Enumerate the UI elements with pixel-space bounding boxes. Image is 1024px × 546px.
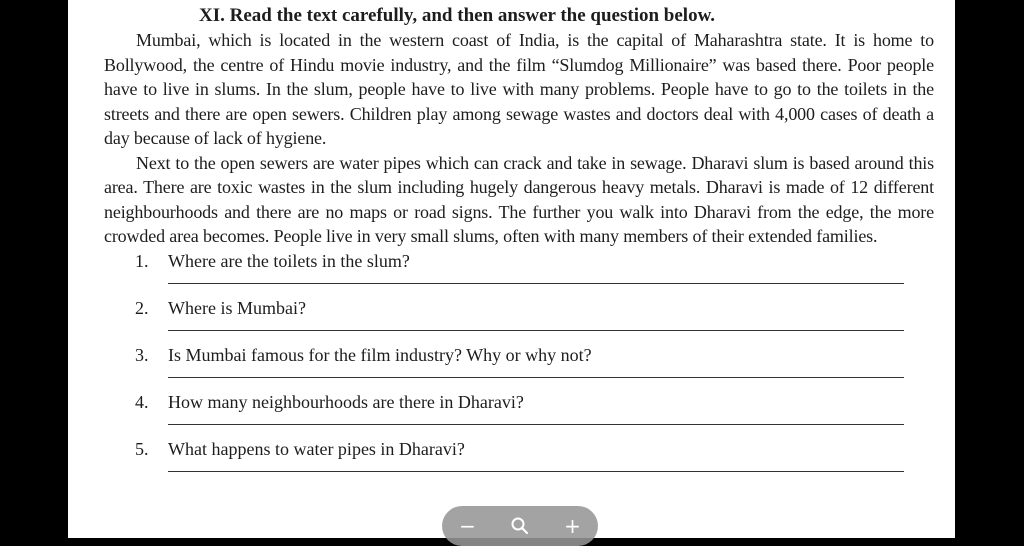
- question-text: Where is Mumbai?: [168, 297, 306, 318]
- answer-line: [168, 283, 904, 284]
- question-number: 5.: [135, 438, 149, 459]
- question-number: 2.: [135, 297, 149, 318]
- answer-line: [168, 330, 904, 331]
- question-item: [104, 249, 934, 296]
- question-number: 4.: [135, 391, 149, 412]
- zoom-controls: [442, 506, 598, 546]
- question-list: [104, 249, 934, 484]
- question-text: Where are the toilets in the slum?: [168, 250, 410, 271]
- answer-line: [168, 377, 904, 378]
- paragraph-2: Next to the open sewers are water pipes which can crack and take in sewage. Dharavi slum is based around this area. There are toxic wastes in the slum including hugely dangerous heavy metals. Dharavi is made of 12 different neighbourhoods and there are no maps or road signs. The further you walk into Dharavi from the edge, the more crowded area becomes. People live in very small slums, often with many members of their extended families.: [104, 152, 934, 246]
- question-text: How many neighbourhoods are there in Dharavi?: [168, 391, 524, 412]
- question-item: [104, 296, 934, 343]
- exercise-heading: XI. Read the text carefully, and then answer the question below.: [199, 5, 716, 26]
- question-number: 1.: [135, 250, 149, 271]
- question-number: 3.: [135, 344, 149, 365]
- paragraph-1: Mumbai, which is located in the western coast of India, is the capital of Maharashtra state. It is home to Bollywood, the centre of Hindu movie industry, and the film “Slumdog Millionaire” was based there. Poor people have to live in slums. In the slum, people have to live with many problems. People have to go to the toilets in the streets and there are open sewers. Children play among sewage wastes and doctors deal with 4,000 cases of death a day because of lack of hygiene.: [104, 30, 934, 148]
- document-content: [104, 0, 934, 484]
- question-item: [104, 437, 934, 484]
- magnifier-icon[interactable]: [510, 516, 530, 536]
- document-page: [68, 0, 955, 538]
- question-item: [104, 343, 934, 390]
- question-text: Is Mumbai famous for the film industry? Why or why not?: [168, 344, 592, 365]
- zoom-in-button[interactable]: +: [564, 514, 581, 538]
- answer-line: [168, 471, 904, 472]
- question-item: [104, 390, 934, 437]
- answer-line: [168, 424, 904, 425]
- zoom-out-button[interactable]: −: [459, 514, 476, 538]
- question-text: What happens to water pipes in Dharavi?: [168, 438, 465, 459]
